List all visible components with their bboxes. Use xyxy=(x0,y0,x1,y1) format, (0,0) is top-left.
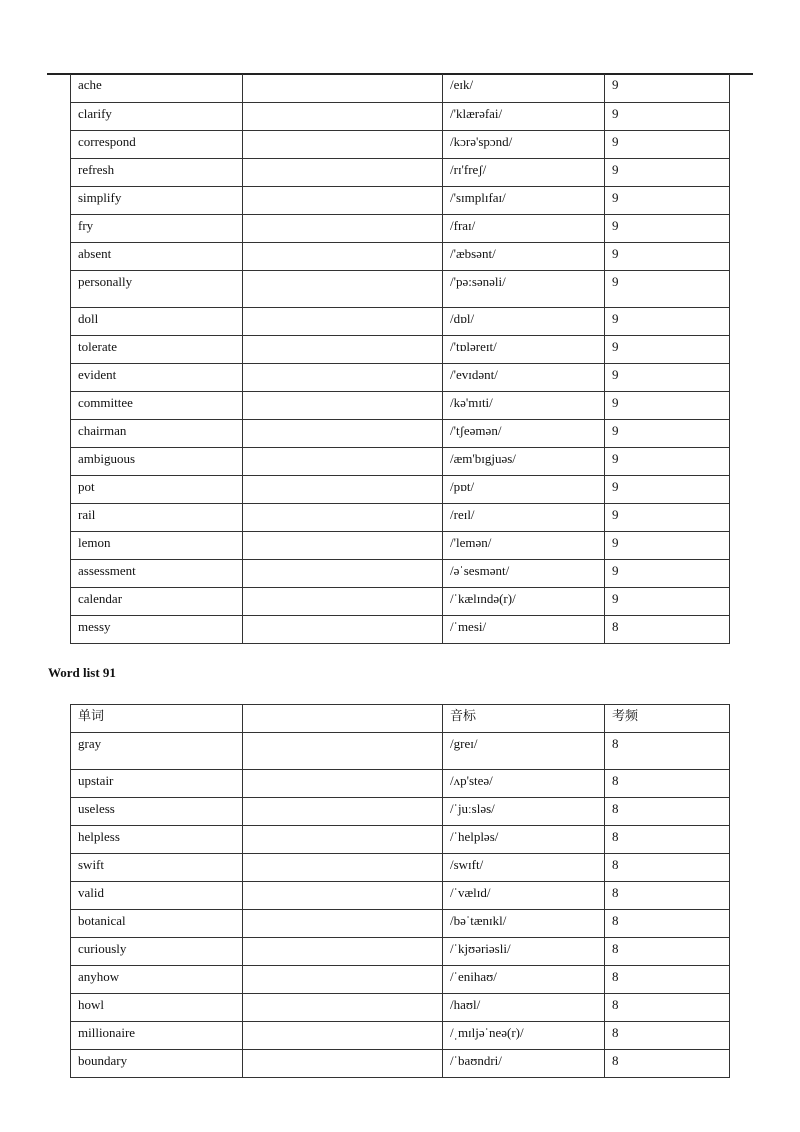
cell-word: gray xyxy=(71,733,243,770)
cell-word: botanical xyxy=(71,910,243,938)
cell-frequency: 9 xyxy=(605,363,730,391)
cell-phonetic: /ˈkælɪndə(r)/ xyxy=(443,587,605,615)
cell-phonetic: /fraɪ/ xyxy=(443,214,605,242)
table-row xyxy=(71,158,730,186)
cell-meaning xyxy=(243,770,443,798)
cell-word: absent xyxy=(71,242,243,270)
table-row xyxy=(71,186,730,214)
cell-word: fry xyxy=(71,214,243,242)
cell-frequency: 8 xyxy=(605,966,730,994)
cell-phonetic: /'lemən/ xyxy=(443,531,605,559)
cell-meaning xyxy=(243,733,443,770)
cell-word: helpless xyxy=(71,826,243,854)
cell-meaning xyxy=(243,475,443,503)
cell-frequency: 9 xyxy=(605,587,730,615)
cell-frequency: 8 xyxy=(605,938,730,966)
cell-meaning xyxy=(243,826,443,854)
word-table-continued-body xyxy=(71,74,730,643)
cell-phonetic: /bəˈtænɪkl/ xyxy=(443,910,605,938)
cell-meaning xyxy=(243,503,443,531)
cell-phonetic: /ˈkjʊəriəsli/ xyxy=(443,938,605,966)
cell-meaning xyxy=(243,335,443,363)
cell-word: refresh xyxy=(71,158,243,186)
cell-meaning xyxy=(243,242,443,270)
cell-meaning xyxy=(243,938,443,966)
table-row xyxy=(71,242,730,270)
cell-meaning xyxy=(243,531,443,559)
cell-word: pot xyxy=(71,475,243,503)
cell-phonetic: /'evɪdənt/ xyxy=(443,363,605,391)
cell-meaning xyxy=(243,798,443,826)
cell-meaning xyxy=(243,447,443,475)
cell-frequency: 9 xyxy=(605,74,730,102)
cell-word: ache xyxy=(71,74,243,102)
table-row xyxy=(71,130,730,158)
cell-frequency: 9 xyxy=(605,307,730,335)
table-row xyxy=(71,447,730,475)
cell-phonetic: /reɪl/ xyxy=(443,503,605,531)
word-list-91-body xyxy=(71,705,730,1078)
cell-meaning xyxy=(243,419,443,447)
cell-frequency: 9 xyxy=(605,447,730,475)
table-row xyxy=(71,854,730,882)
cell-meaning xyxy=(243,994,443,1022)
cell-word: lemon xyxy=(71,531,243,559)
table-row xyxy=(71,770,730,798)
header-word: 单词 xyxy=(71,705,243,733)
cell-word: assessment xyxy=(71,559,243,587)
cell-meaning xyxy=(243,102,443,130)
cell-phonetic: /pɒt/ xyxy=(443,475,605,503)
cell-frequency: 8 xyxy=(605,994,730,1022)
table-row xyxy=(71,798,730,826)
table-row xyxy=(71,475,730,503)
cell-meaning xyxy=(243,186,443,214)
cell-frequency: 8 xyxy=(605,798,730,826)
cell-meaning xyxy=(243,130,443,158)
table-row xyxy=(71,587,730,615)
word-table-continued xyxy=(70,74,730,644)
cell-frequency: 8 xyxy=(605,1050,730,1078)
table-row xyxy=(71,335,730,363)
cell-meaning xyxy=(243,270,443,307)
cell-phonetic: /'sɪmplɪfaɪ/ xyxy=(443,186,605,214)
cell-frequency: 8 xyxy=(605,882,730,910)
cell-meaning xyxy=(243,307,443,335)
table-row xyxy=(71,363,730,391)
header-frequency: 考频 xyxy=(605,705,730,733)
table-row xyxy=(71,615,730,643)
cell-word: clarify xyxy=(71,102,243,130)
cell-word: anyhow xyxy=(71,966,243,994)
cell-meaning xyxy=(243,1022,443,1050)
table-row xyxy=(71,559,730,587)
cell-phonetic: /æm'bɪgjuəs/ xyxy=(443,447,605,475)
cell-phonetic: /greɪ/ xyxy=(443,733,605,770)
cell-meaning xyxy=(243,910,443,938)
cell-word: rail xyxy=(71,503,243,531)
cell-meaning xyxy=(243,966,443,994)
table-row xyxy=(71,882,730,910)
cell-phonetic: /ʌp'steə/ xyxy=(443,770,605,798)
cell-meaning xyxy=(243,882,443,910)
cell-word: howl xyxy=(71,994,243,1022)
table-row xyxy=(71,503,730,531)
cell-phonetic: /ˈenihaʊ/ xyxy=(443,966,605,994)
cell-word: valid xyxy=(71,882,243,910)
cell-word: boundary xyxy=(71,1050,243,1078)
table-row xyxy=(71,826,730,854)
cell-phonetic: /kə'mɪti/ xyxy=(443,391,605,419)
table-row xyxy=(71,391,730,419)
cell-phonetic: /swɪft/ xyxy=(443,854,605,882)
cell-frequency: 9 xyxy=(605,559,730,587)
cell-phonetic: /əˈsesmənt/ xyxy=(443,559,605,587)
cell-phonetic: /'tɒləreɪt/ xyxy=(443,335,605,363)
cell-frequency: 9 xyxy=(605,130,730,158)
header-meaning xyxy=(243,705,443,733)
cell-frequency: 9 xyxy=(605,270,730,307)
cell-phonetic: /ˈvælɪd/ xyxy=(443,882,605,910)
cell-phonetic: /'pə:sənəli/ xyxy=(443,270,605,307)
cell-meaning xyxy=(243,158,443,186)
table-row xyxy=(71,994,730,1022)
table-row xyxy=(71,1050,730,1078)
cell-meaning xyxy=(243,214,443,242)
cell-word: millionaire xyxy=(71,1022,243,1050)
table-row xyxy=(71,938,730,966)
cell-phonetic: /kɔrə'spɔnd/ xyxy=(443,130,605,158)
cell-frequency: 8 xyxy=(605,1022,730,1050)
word-list-title: Word list 91 xyxy=(48,665,116,680)
cell-frequency: 8 xyxy=(605,854,730,882)
cell-frequency: 8 xyxy=(605,826,730,854)
table-header-row xyxy=(71,705,730,733)
cell-phonetic: /'tʃeəmən/ xyxy=(443,419,605,447)
cell-frequency: 9 xyxy=(605,102,730,130)
cell-frequency: 9 xyxy=(605,335,730,363)
table-row xyxy=(71,966,730,994)
cell-frequency: 9 xyxy=(605,158,730,186)
table-row xyxy=(71,531,730,559)
cell-phonetic: /'æbsənt/ xyxy=(443,242,605,270)
cell-word: useless xyxy=(71,798,243,826)
cell-phonetic: /ˌmɪljəˈneə(r)/ xyxy=(443,1022,605,1050)
cell-phonetic: /ˈmesi/ xyxy=(443,615,605,643)
cell-word: simplify xyxy=(71,186,243,214)
cell-phonetic: /haʊl/ xyxy=(443,994,605,1022)
cell-word: calendar xyxy=(71,587,243,615)
cell-frequency: 9 xyxy=(605,419,730,447)
cell-frequency: 8 xyxy=(605,910,730,938)
cell-word: evident xyxy=(71,363,243,391)
cell-word: doll xyxy=(71,307,243,335)
cell-meaning xyxy=(243,1050,443,1078)
table-row xyxy=(71,910,730,938)
cell-meaning xyxy=(243,854,443,882)
cell-frequency: 9 xyxy=(605,475,730,503)
cell-phonetic: /ˈjuːsləs/ xyxy=(443,798,605,826)
cell-word: chairman xyxy=(71,419,243,447)
cell-frequency: 9 xyxy=(605,186,730,214)
cell-word: messy xyxy=(71,615,243,643)
cell-meaning xyxy=(243,391,443,419)
cell-phonetic: /ˈhelpləs/ xyxy=(443,826,605,854)
cell-meaning xyxy=(243,559,443,587)
cell-phonetic: /eɪk/ xyxy=(443,74,605,102)
cell-frequency: 9 xyxy=(605,531,730,559)
cell-frequency: 9 xyxy=(605,503,730,531)
cell-word: curiously xyxy=(71,938,243,966)
cell-frequency: 9 xyxy=(605,391,730,419)
table-row xyxy=(71,74,730,102)
cell-meaning xyxy=(243,587,443,615)
cell-phonetic: /rɪ'freʃ/ xyxy=(443,158,605,186)
cell-meaning xyxy=(243,363,443,391)
cell-meaning xyxy=(243,615,443,643)
cell-phonetic: /dɒl/ xyxy=(443,307,605,335)
table-row xyxy=(71,1022,730,1050)
cell-frequency: 8 xyxy=(605,770,730,798)
cell-meaning xyxy=(243,74,443,102)
cell-word: correspond xyxy=(71,130,243,158)
cell-phonetic: /'klærəfai/ xyxy=(443,102,605,130)
table-row xyxy=(71,102,730,130)
cell-word: swift xyxy=(71,854,243,882)
table-row xyxy=(71,733,730,770)
table-row xyxy=(71,307,730,335)
table-row xyxy=(71,214,730,242)
cell-frequency: 8 xyxy=(605,733,730,770)
cell-frequency: 8 xyxy=(605,615,730,643)
cell-word: committee xyxy=(71,391,243,419)
header-phonetic: 音标 xyxy=(443,705,605,733)
cell-word: personally xyxy=(71,270,243,307)
word-list-91-table xyxy=(70,704,730,1078)
cell-phonetic: /ˈbaʊndri/ xyxy=(443,1050,605,1078)
cell-frequency: 9 xyxy=(605,214,730,242)
table-row xyxy=(71,270,730,307)
cell-word: upstair xyxy=(71,770,243,798)
cell-word: tolerate xyxy=(71,335,243,363)
table-row xyxy=(71,419,730,447)
cell-word: ambiguous xyxy=(71,447,243,475)
cell-frequency: 9 xyxy=(605,242,730,270)
